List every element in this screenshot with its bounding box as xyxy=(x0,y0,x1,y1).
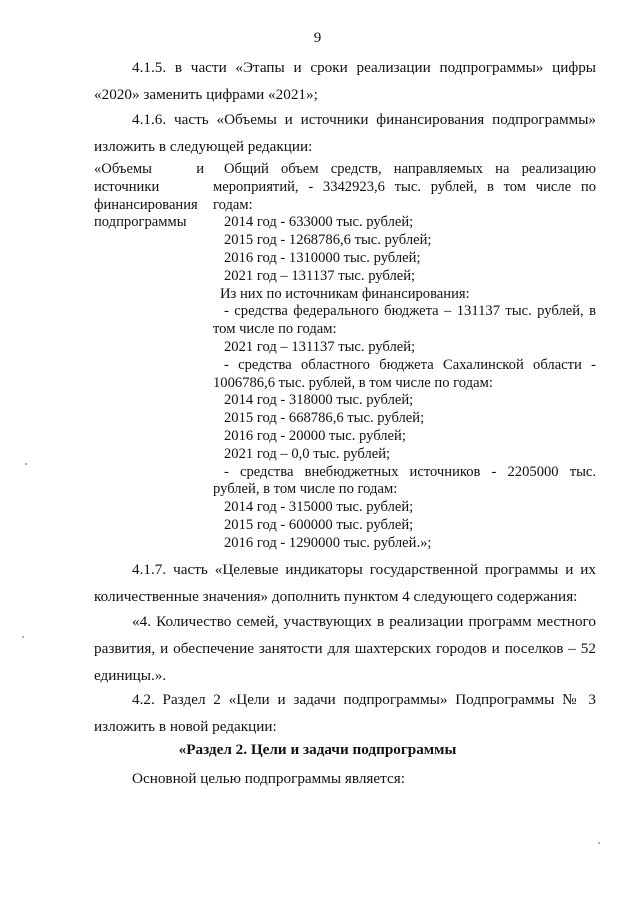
table-value-line: мероприятий, - 3342923,6 тыс. рублей, в том числе по xyxy=(213,178,596,195)
table-value-line: 2015 год - 600000 тыс. рублей; xyxy=(224,516,414,533)
paragraph-quote-item-4 xyxy=(94,608,596,689)
section-heading: «Раздел 2. Цели и задачи подпрограммы xyxy=(178,741,457,758)
table-value-line: 2014 год - 633000 тыс. рублей; xyxy=(224,214,414,231)
scan-speck xyxy=(598,842,600,844)
table-label-line: «Объемы xyxy=(94,161,152,177)
table-label-line: и xyxy=(196,161,204,177)
table-value-line: - средства областного бюджета Сахалинской области - xyxy=(224,356,596,373)
table-value-line: рублей, в том числе по годам: xyxy=(213,481,398,498)
paragraph-4-1-5 xyxy=(94,54,596,108)
paragraph-line: Основной целью подпрограммы является: xyxy=(132,770,405,787)
paragraph-line: развития, и обеспечение занятости для шахтерских городов и поселков – 52 xyxy=(94,640,596,657)
table-label-column xyxy=(94,161,204,232)
table-value-line: 1006786,6 тыс. рублей, в том числе по годам: xyxy=(213,374,493,391)
paragraph-4-1-6 xyxy=(94,106,596,160)
paragraph-line: 4.1.7. часть «Целевые индикаторы государственной программы и их xyxy=(132,561,596,578)
scan-speck xyxy=(22,636,24,638)
table-label-line: финансирования xyxy=(94,196,198,213)
table-value-line: 2021 год – 0,0 тыс. рублей; xyxy=(224,445,391,462)
table-label-line: подпрограммы xyxy=(94,214,187,231)
table-label-line: источники xyxy=(94,178,160,195)
paragraph-4-2 xyxy=(94,686,596,740)
table-value-column xyxy=(213,161,596,553)
scan-speck xyxy=(25,463,27,465)
page-number: 9 xyxy=(313,30,322,46)
table-value-line: 2014 год - 315000 тыс. рублей; xyxy=(224,499,414,516)
paragraph-line: «2020» заменить цифрами «2021»; xyxy=(94,86,318,103)
paragraph-main-goal xyxy=(94,765,596,792)
table-value-line: 2014 год - 318000 тыс. рублей; xyxy=(224,392,414,409)
table-value-line: Общий объем средств, направляемых на реализацию xyxy=(224,161,596,177)
table-value-line: 2016 год - 20000 тыс. рублей; xyxy=(224,427,406,444)
paragraph-line: изложить в новой редакции: xyxy=(94,718,277,735)
table-value-line: годам: xyxy=(213,196,253,213)
paragraph-line: изложить в следующей редакции: xyxy=(94,138,313,155)
paragraph-line: 4.2. Раздел 2 «Цели и задачи подпрограммы» Подпрограммы № 3 xyxy=(132,691,596,708)
table-value-line: 2015 год - 668786,6 тыс. рублей; xyxy=(224,410,425,427)
table-value-line: 2021 год – 131137 тыс. рублей; xyxy=(224,338,416,355)
table-value-line: 2016 год - 1290000 тыс. рублей.»; xyxy=(224,534,432,551)
table-value-line: Из них по источникам финансирования: xyxy=(220,285,470,302)
table-value-line: - средства федерального бюджета – 131137 тыс. рублей, в xyxy=(224,303,596,320)
paragraph-line: 4.1.6. часть «Объемы и источники финансирования подпрограммы» xyxy=(132,111,596,128)
paragraph-4-1-7 xyxy=(94,556,596,610)
table-value-line: - средства внебюджетных источников - 2205000 тыс. xyxy=(224,463,596,480)
table-value-line: 2021 год – 131137 тыс. рублей; xyxy=(224,267,416,284)
table-value-line: 2016 год - 1310000 тыс. рублей; xyxy=(224,249,421,266)
paragraph-line: количественные значения» дополнить пунктом 4 следующего содержания: xyxy=(94,588,578,605)
table-value-line: 2015 год - 1268786,6 тыс. рублей; xyxy=(224,232,432,249)
paragraph-line: «4. Количество семей, участвующих в реализации программ местного xyxy=(132,613,596,630)
paragraph-line: 4.1.5. в части «Этапы и сроки реализации подпрограммы» цифры xyxy=(132,59,596,76)
paragraph-line: единицы.». xyxy=(94,667,167,684)
table-value-line: том числе по годам: xyxy=(213,321,337,338)
